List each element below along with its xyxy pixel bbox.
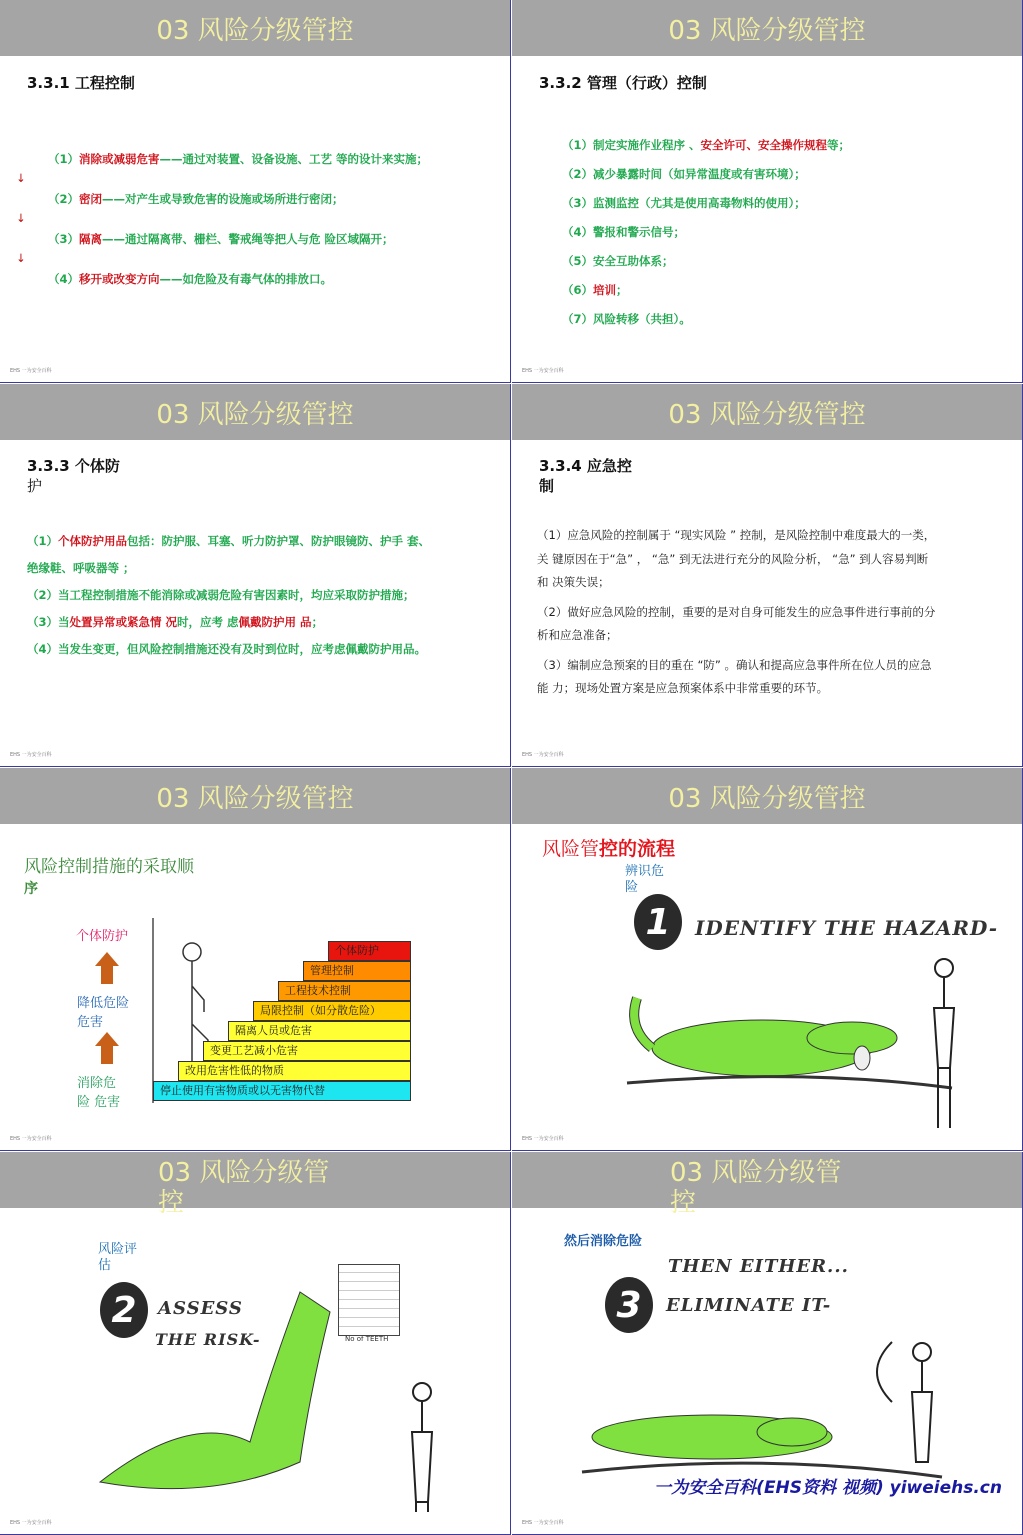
list-item-text: 包括：防护服、耳塞、听力防护罩、防护眼镜防、护手 套、 [127,534,431,548]
list-item-text: （1） [48,152,80,166]
list-item-text: 密闭 [79,192,103,206]
list-item-text: （4）警报和警示信号； [562,225,686,239]
slide-header: 03 风险分级管控 [512,0,1022,56]
slide-subtitle [27,456,120,496]
list-item-text: 培训 [593,283,617,297]
handwritten-text: ELIMINATE IT- [666,1295,832,1316]
paragraph-line: 析和应急准备； [537,628,618,642]
slide-header: 03 风险分级管控 [0,384,510,440]
list-item-text: 绝缘鞋、呼吸器等 ； [27,561,135,575]
engineering-list [16,151,429,287]
crocodile-illustration [572,1332,972,1492]
list-item-text: ——对产生或导致危害的设施或场所进行密闭； [102,192,344,206]
up-arrow-icon [95,1032,119,1046]
admin-list [562,137,850,340]
list-item-text: （3） [48,232,80,246]
handwritten-text: ASSESS [158,1298,243,1319]
list-item-text: 安全许可、安全操作规程 [700,138,828,152]
header-line: 控 [158,1188,185,1218]
caption-assess: 风险评估 [98,1242,138,1273]
label-ppe: 个体防护 [76,929,129,944]
slide-header: 03 风险分级管控 [0,0,510,56]
list-item-text: 隔离 [79,232,103,246]
paragraph-line: 能 力；现场处置方案是应急预案体系中非常重要的环节。 [537,681,829,695]
caption-eliminate: 然后消除危险 [564,1234,643,1249]
title-part: 风险管 [542,838,600,860]
title-line: 风险控制措施的采取顺 [24,857,194,877]
list-item-text: （4） [48,272,80,286]
list-item-text: （1） [27,534,59,548]
list-item-text: 个体防护用品 [58,534,128,548]
footer-logo: EHS 一为安全百科 [522,752,564,758]
footer-logo: EHS 一为安全百科 [10,752,52,758]
up-arrow-icon [101,966,113,984]
handwritten-text: IDENTIFY THE HAZARD- [695,916,999,940]
list-item-text: ——如危险及有毒气体的排放口。 [159,272,333,286]
list-item [562,282,850,298]
footer-logo: EHS 一为安全百科 [522,368,564,374]
list-item-text: （5）安全互助体系； [562,254,674,268]
list-item [562,137,850,153]
list-item [27,642,430,656]
list-item [562,311,850,327]
list-item-text: ； [311,615,324,629]
slide-header: 03 风险分级管控 [0,768,510,824]
slide-subtitle: 3.3.1 工程控制 [27,74,135,92]
stair-step: 管理控制 [303,961,411,981]
label-eliminate: 消除危险 危害 [77,1076,121,1110]
ppe-list [27,534,430,669]
list-item-text: （6） [562,283,594,297]
subtitle-line: 护 [27,477,43,495]
list-item-text: 佩戴防护用 品 [238,615,312,629]
down-arrow-icon: ↓ [16,171,26,185]
slide-header: 03 风险分级管控 [512,768,1022,824]
subtitle-line: 制 [539,477,555,495]
slide-eliminate [512,1152,1023,1535]
slide-emergency-control [512,384,1023,767]
list-item [48,191,428,207]
list-item [562,253,850,269]
list-item [27,561,430,575]
chart-label: No of TEETH [345,1335,389,1343]
footer-logo: EHS 一为安全百科 [10,368,52,374]
list-item-text: 处置异常或紧急情 况 [69,615,178,629]
paragraph-line: （1）应急风险的控制属于 “现实风险 ” 控制，是风险控制中难度最大的一类， [537,528,936,542]
list-item-text: 移开或改变方向 [79,272,160,286]
watermark: 一为安全百科(EHS资料 视频) yiweiehs.cn [654,1478,1002,1498]
paragraph-line: （2）做好应急风险的控制，重要的是对自身可能发生的应急事件进行事前的分 [537,604,936,619]
slide-title [542,834,675,861]
paragraph-line: （3）编制应急预案的目的重在 “防” 。确认和提高应急事件所在位人员的应急 [537,657,932,672]
list-item [562,224,850,240]
list-item-text: （3）当 [27,615,70,629]
slide-header [512,1152,1022,1218]
header-line: 控 [670,1188,697,1218]
list-item-text: （1）制定实施作业程序 、 [562,138,701,152]
footer-logo: EHS 一为安全百科 [522,1136,564,1142]
handwritten-text: THE RISK- [155,1330,261,1349]
axis-line [152,918,154,1103]
subtitle-line: 3.3.4 应急控 [539,457,632,475]
down-arrow-icon: ↓ [16,251,26,265]
slide-subtitle [539,456,632,496]
slide-control-order [0,768,511,1151]
label-reduce: 降低危险 危害 [77,996,130,1030]
paragraph-line: 关 键原因在于“急” ， “急” 到无法进行充分的风险分析， “急” 到人容易判断 [537,551,929,566]
slide-assess-risk [0,1152,511,1535]
emergency-paragraphs [537,524,935,701]
list-item-text: ——通过对装置、设备设施、工艺 等的设计来实施； [159,152,429,166]
step-number-badge: 1 [634,894,682,950]
list-item [562,195,850,211]
stair-step: 停止使用有害物质或以无害物代替 [153,1081,411,1101]
step-number-badge: 3 [605,1277,653,1333]
stair-step: 改用危害性低的物质 [178,1061,411,1081]
list-item [27,615,430,629]
list-item-text: 等； [827,138,851,152]
crocodile-illustration [70,1272,450,1522]
slide-engineering-control [0,0,511,383]
list-item [27,588,430,602]
caption-identify: 辨识危险 [625,864,665,895]
up-arrow-icon [101,1046,113,1064]
list-item [562,166,850,182]
list-item [48,231,428,247]
footer-logo: EHS 一为安全百科 [10,1136,52,1142]
stair-step: 个体防护 [328,941,411,961]
step-number-badge: 2 [100,1282,148,1338]
list-item-text: 消除或减弱危害 [79,152,160,166]
slide-title [24,856,194,900]
list-item-text: （7）风险转移（共担）。 [562,312,691,326]
list-item-text: （3）监测监控（尤其是使用高毒物料的使用）； [562,196,806,210]
slide-personal-protection [0,384,511,767]
footer-logo: EHS 一为安全百科 [522,1520,564,1526]
list-item-text: ——通过隔离带、栅栏、警戒绳等把人与危 险区域隔开； [102,232,394,246]
stair-step: 隔离人员或危害 [228,1021,411,1041]
stair-step: 变更工艺减小危害 [203,1041,411,1061]
list-item [48,151,428,167]
list-item-text: （4）当发生变更，但风险控制措施还没有及时到位时，应考虑佩戴防护用品。 [27,642,426,656]
list-item [48,271,428,287]
list-item-text: ； [616,283,628,297]
header-line: 03 风险分级管 [670,1158,842,1188]
slide-subtitle: 3.3.2 管理（行政）控制 [539,74,707,92]
footer-logo: EHS 一为安全百科 [10,1520,52,1526]
slide-header: 03 风险分级管控 [512,384,1022,440]
list-item-text: （2） [48,192,80,206]
slide-risk-process [512,768,1023,1151]
title-part: 控的流程 [599,838,676,860]
list-item-text: （2）减少暴露时间（如异常温度或有害环境）； [562,167,806,181]
header-line: 03 风险分级管 [158,1158,330,1188]
list-item [27,534,430,548]
paragraph-line: 和 决策失误； [537,575,610,589]
list-item-text: （2）当工程控制措施不能消除或减弱危险有害因素时，均应采取防护措施； [27,588,415,602]
up-arrow-icon [95,952,119,966]
down-arrow-icon: ↓ [16,211,26,225]
title-line: 序 [24,881,38,897]
list-item-text: 时，应考 虑 [177,615,239,629]
subtitle-line: 3.3.3 个体防 [27,457,120,475]
slide-admin-control [512,0,1023,383]
stair-step: 局限控制（如分散危险） [253,1001,411,1021]
handwritten-text: THEN EITHER... [668,1256,849,1277]
slide-header [0,1152,510,1218]
stair-step: 工程技术控制 [278,981,411,1001]
